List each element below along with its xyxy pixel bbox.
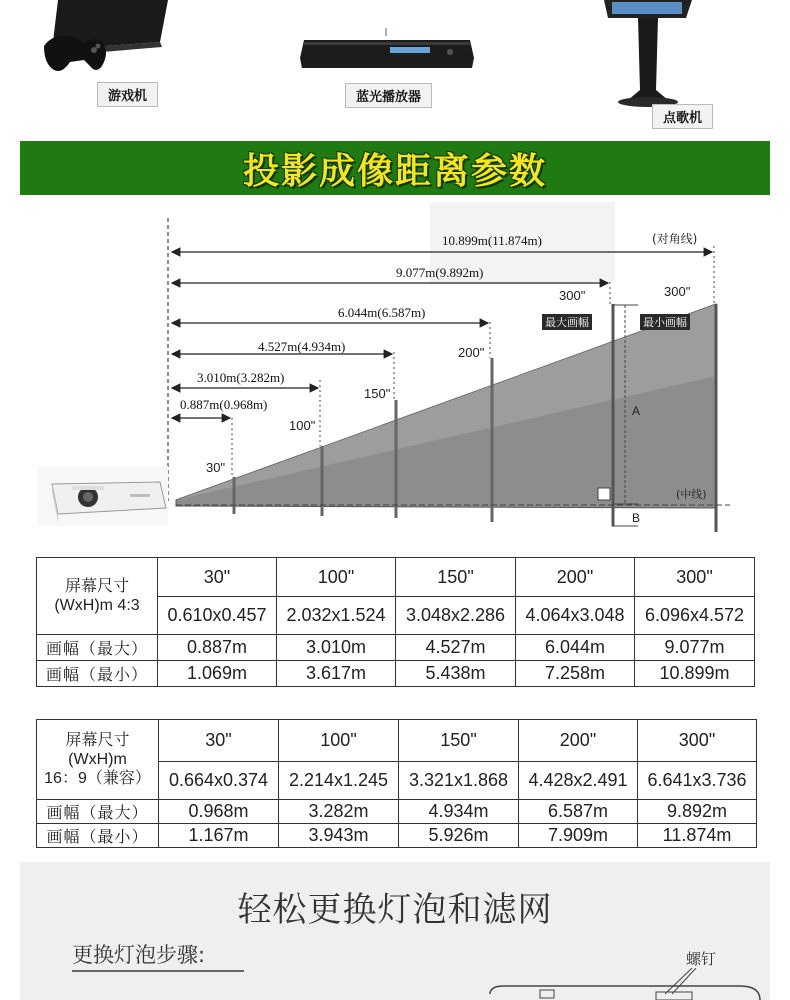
size-cell-30: 30" (159, 720, 279, 762)
value-cell: 1.069m (158, 661, 277, 687)
value-cell: 7.909m (519, 824, 638, 848)
dim-cell: 2.032x1.524 (277, 597, 396, 635)
bluray-player-label: 蓝光播放器 (345, 83, 432, 108)
center-line-label: (中线) (676, 488, 707, 501)
dim-cell: 2.214x1.245 (279, 762, 399, 800)
bluray-player (300, 28, 475, 73)
distance-label-100: 3.010m(3.282m) (197, 370, 285, 385)
lamp-replacement-section (20, 862, 770, 1000)
game-console-label: 游戏机 (97, 82, 158, 107)
dimension-a: A (632, 404, 641, 418)
projection-diagram (0, 196, 790, 546)
value-cell: 6.044m (516, 635, 635, 661)
dim-cell: 0.610x0.457 (158, 597, 277, 635)
svg-text:最小画幅: 最小画幅 (643, 316, 687, 329)
size-cell-100: 100" (277, 558, 396, 597)
bluray-player-icon (300, 28, 475, 73)
table-row (37, 800, 757, 824)
value-cell: 9.077m (635, 635, 755, 661)
value-cell: 5.438m (396, 661, 516, 687)
value-cell: 3.617m (277, 661, 396, 687)
size-label-200: 200" (458, 345, 485, 360)
game-console (40, 0, 170, 85)
spec-table-4-3 (36, 557, 755, 687)
value-cell: 0.968m (159, 800, 279, 824)
size-cell-200: 200" (519, 720, 638, 762)
size-cell-200: 200" (516, 558, 635, 597)
diagonal-note: (对角线) (652, 232, 698, 246)
dim-cell: 4.064x3.048 (516, 597, 635, 635)
size-label-150: 150" (364, 386, 391, 401)
row-label-min: 画幅（最小） (37, 824, 159, 848)
size-cell-100: 100" (279, 720, 399, 762)
projector-outline-icon (460, 968, 770, 1000)
value-cell: 9.892m (638, 800, 757, 824)
size-label-30: 30" (206, 460, 226, 475)
screw-label: 螺钉 (686, 950, 717, 968)
dim-cell: 0.664x0.374 (159, 762, 279, 800)
svg-text:最大画幅: 最大画幅 (545, 316, 589, 329)
step-title-underline (72, 970, 244, 972)
distance-label-300-max: 9.077m(9.892m) (396, 265, 484, 280)
game-console-icon (40, 0, 170, 85)
table-row (37, 824, 757, 848)
karaoke-machine-icon (598, 0, 698, 110)
value-cell: 4.527m (396, 635, 516, 661)
value-cell: 3.943m (279, 824, 399, 848)
table-row (37, 661, 755, 687)
section-title: 轻松更换灯泡和滤网 (237, 890, 553, 930)
dim-cell: 6.641x3.736 (638, 762, 757, 800)
size-cell-300: 300" (635, 558, 755, 597)
table-row (37, 635, 755, 661)
value-cell: 6.587m (519, 800, 638, 824)
banner-title: 投影成像距离参数 (242, 150, 547, 192)
value-cell: 0.887m (158, 635, 277, 661)
value-cell: 3.282m (279, 800, 399, 824)
value-cell: 5.926m (399, 824, 519, 848)
size-label-300-max: 300" (559, 288, 586, 303)
distance-label-300-min: 10.899m(11.874m) (442, 233, 542, 248)
size-label-100: 100" (289, 418, 316, 433)
value-cell: 7.258m (516, 661, 635, 687)
dim-cell: 4.428x2.491 (519, 762, 638, 800)
karaoke-machine (598, 0, 698, 110)
value-cell: 3.010m (277, 635, 396, 661)
projection-distance-banner (20, 141, 770, 195)
size-cell-150: 150" (399, 720, 519, 762)
row-label-min: 画幅（最小） (37, 661, 158, 687)
header-screen-size-4-3: 屏幕尺寸 (WxH)m 4:3 (37, 558, 158, 635)
value-cell: 11.874m (638, 824, 757, 848)
spec-table-16-9 (36, 719, 757, 848)
dim-cell: 6.096x4.572 (635, 597, 755, 635)
projector-icon (38, 466, 168, 526)
size-label-300-min: 300" (664, 284, 691, 299)
distance-label-200: 6.044m(6.587m) (338, 305, 426, 320)
distance-label-150: 4.527m(4.934m) (258, 339, 346, 354)
row-label-max: 画幅（最大） (37, 635, 158, 661)
dim-cell: 3.321x1.868 (399, 762, 519, 800)
dim-cell: 3.048x2.286 (396, 597, 516, 635)
row-label-max: 画幅（最大） (37, 800, 159, 824)
value-cell: 4.934m (399, 800, 519, 824)
size-cell-150: 150" (396, 558, 516, 597)
value-cell: 10.899m (635, 661, 755, 687)
distance-label-30: 0.887m(0.968m) (180, 397, 268, 412)
dimension-b: B (632, 511, 641, 525)
karaoke-machine-label: 点歌机 (652, 104, 713, 129)
step-title: 更换灯泡步骤: (72, 943, 206, 967)
size-cell-30: 30" (158, 558, 277, 597)
header-screen-size-16-9: 屏幕尺寸 (WxH)m 16：9（兼容） (37, 720, 159, 800)
size-cell-300: 300" (638, 720, 757, 762)
value-cell: 1.167m (159, 824, 279, 848)
